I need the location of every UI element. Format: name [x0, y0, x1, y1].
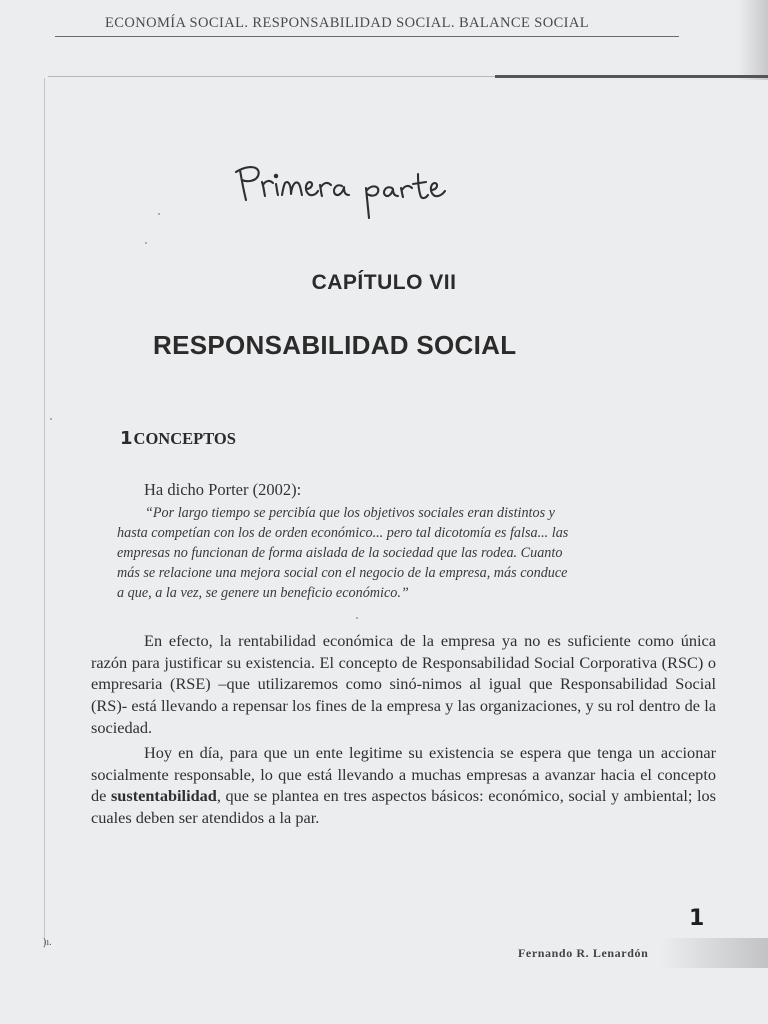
header-rule	[55, 36, 679, 37]
scan-speck	[145, 242, 147, 244]
author-name: Fernando R. Lenardón	[518, 946, 649, 960]
porter-quote	[117, 503, 691, 603]
page-edge-rule	[48, 76, 498, 77]
body-paragraph-1: En efecto, la rentabilidad económica de la empresa ya no es suficiente como única razón para justificar su existencia. El concepto de Responsabilidad Social Corporativa (RSC) o empresaria (RSE) –que utilizaremos como sinó-nimos al igual que Responsabilidad Social (RS)- está llevando a repensar los fines de la empresa y las organizaciones, y su rol dentro de la sociedad.	[91, 631, 716, 737]
section-heading-label: CONCEPTOS	[133, 429, 236, 448]
body-paragraph-2	[91, 742, 716, 829]
chapter-title: RESPONSABILIDAD SOCIAL	[153, 330, 517, 360]
scan-speck	[356, 617, 358, 619]
paragraph-text: , que se plantea en tres aspectos básicos: económico, social y ambiental; los cuales deben ser atendidos a la par.	[91, 786, 716, 828]
emphasized-term: sustentabilidad	[110, 786, 217, 806]
scan-shadow-top-right	[738, 0, 768, 80]
page-number: 1	[689, 906, 705, 931]
section-number: 1	[120, 428, 133, 449]
quote-line: a que, a la vez, se genere un beneficio económico.”	[117, 585, 409, 601]
chapter-number: CAPÍTULO VII	[311, 271, 457, 294]
quote-line: empresas no funcionan de forma aislada de la sociedad que las rodea. Cuanto	[117, 545, 563, 561]
quote-line: hasta competían con los de orden económico... pero tal dicotomía es falsa... las	[117, 525, 569, 541]
page-edge-shadow-rule	[495, 75, 768, 78]
handwritten-annotation	[232, 160, 462, 222]
page-left-edge	[44, 78, 45, 948]
running-header: ECONOMÍA SOCIAL. RESPONSABILIDAD SOCIAL. BALANCE SOCIAL	[105, 15, 590, 31]
scan-speck	[158, 213, 160, 215]
quote-line: “Por largo tiempo se percibía que los objetivos sociales eran distintos y	[145, 505, 555, 521]
section-heading	[120, 428, 236, 449]
quote-intro: Ha dicho Porter (2002):	[144, 480, 302, 499]
margin-mark: )ı.	[43, 937, 52, 948]
quote-line: más se relacione una mejora social con el negocio de la empresa, más conduce	[117, 565, 568, 581]
paragraph-text: Hoy en día, para que un ente legitime su existencia se espera que tenga un accionar socialmente responsable, lo que está llevando a muchas empresas a avanzar hacia el concepto de	[91, 743, 716, 806]
scan-speck	[50, 418, 52, 420]
scan-shadow-bottom-right	[660, 938, 768, 968]
